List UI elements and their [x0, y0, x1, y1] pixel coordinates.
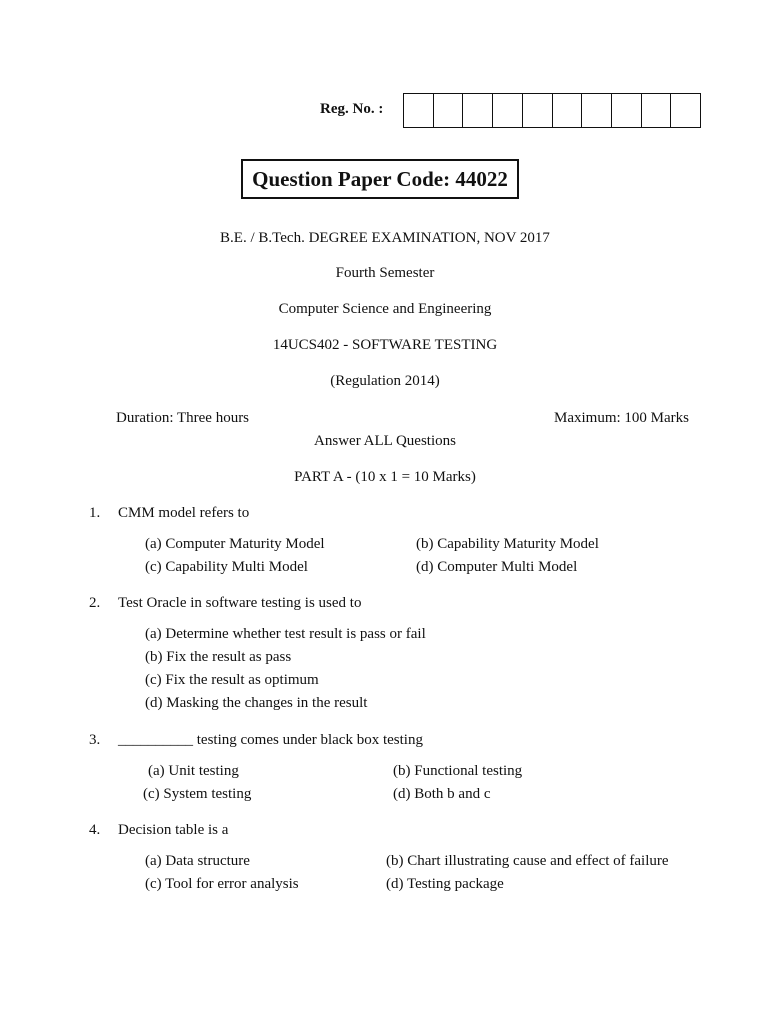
- option: (d) Computer Multi Model: [416, 559, 578, 575]
- option: (b) Functional testing: [393, 763, 523, 779]
- reg-no-label: Reg. No. :: [320, 101, 384, 117]
- department: Computer Science and Engineering: [278, 301, 492, 317]
- option: (a) Computer Maturity Model: [145, 536, 325, 552]
- option: (a) Unit testing: [148, 763, 239, 779]
- reg-no-box[interactable]: [463, 94, 493, 127]
- reg-no-box[interactable]: [553, 94, 583, 127]
- option: (c) Fix the result as optimum: [145, 672, 319, 688]
- reg-no-box[interactable]: [642, 94, 672, 127]
- question-number: 2.: [89, 595, 101, 611]
- option: (c) System testing: [143, 786, 252, 802]
- reg-no-box[interactable]: [523, 94, 553, 127]
- option: (a) Determine whether test result is pass or fail: [145, 626, 426, 642]
- semester: Fourth Semester: [335, 265, 435, 281]
- option: (b) Capability Maturity Model: [416, 536, 599, 552]
- instruction: Answer ALL Questions: [314, 433, 456, 449]
- question-number: 4.: [89, 822, 101, 838]
- option: (c) Tool for error analysis: [145, 876, 299, 892]
- option: (a) Data structure: [145, 853, 250, 869]
- maximum-marks: Maximum: 100 Marks: [554, 410, 689, 426]
- option: (d) Both b and c: [393, 786, 491, 802]
- exam-title: B.E. / B.Tech. DEGREE EXAMINATION, NOV 2017: [220, 230, 550, 246]
- question-number: 3.: [89, 732, 101, 748]
- option: (b) Fix the result as pass: [145, 649, 292, 665]
- question-paper-code: Question Paper Code: 44022: [241, 159, 519, 199]
- question-text: Decision table is a: [118, 822, 229, 838]
- option: (b) Chart illustrating cause and effect of failure: [386, 853, 669, 869]
- reg-no-boxes[interactable]: [403, 93, 701, 128]
- question-text: CMM model refers to: [118, 505, 250, 521]
- reg-no-box[interactable]: [671, 94, 700, 127]
- question-text: Test Oracle in software testing is used to: [118, 595, 362, 611]
- option: (d) Testing package: [386, 876, 504, 892]
- reg-no-box[interactable]: [493, 94, 523, 127]
- reg-no-box[interactable]: [404, 94, 434, 127]
- question-number: 1.: [89, 505, 101, 521]
- course-title: 14UCS402 - SOFTWARE TESTING: [272, 337, 498, 353]
- reg-no-box[interactable]: [612, 94, 642, 127]
- part-heading: PART A - (10 x 1 = 10 Marks): [294, 469, 476, 485]
- option: (d) Masking the changes in the result: [145, 695, 368, 711]
- regulation: (Regulation 2014): [330, 373, 440, 389]
- reg-no-box[interactable]: [434, 94, 464, 127]
- option: (c) Capability Multi Model: [145, 559, 308, 575]
- reg-no-box[interactable]: [582, 94, 612, 127]
- duration: Duration: Three hours: [116, 410, 250, 426]
- question-text: __________ testing comes under black box testing: [118, 732, 423, 748]
